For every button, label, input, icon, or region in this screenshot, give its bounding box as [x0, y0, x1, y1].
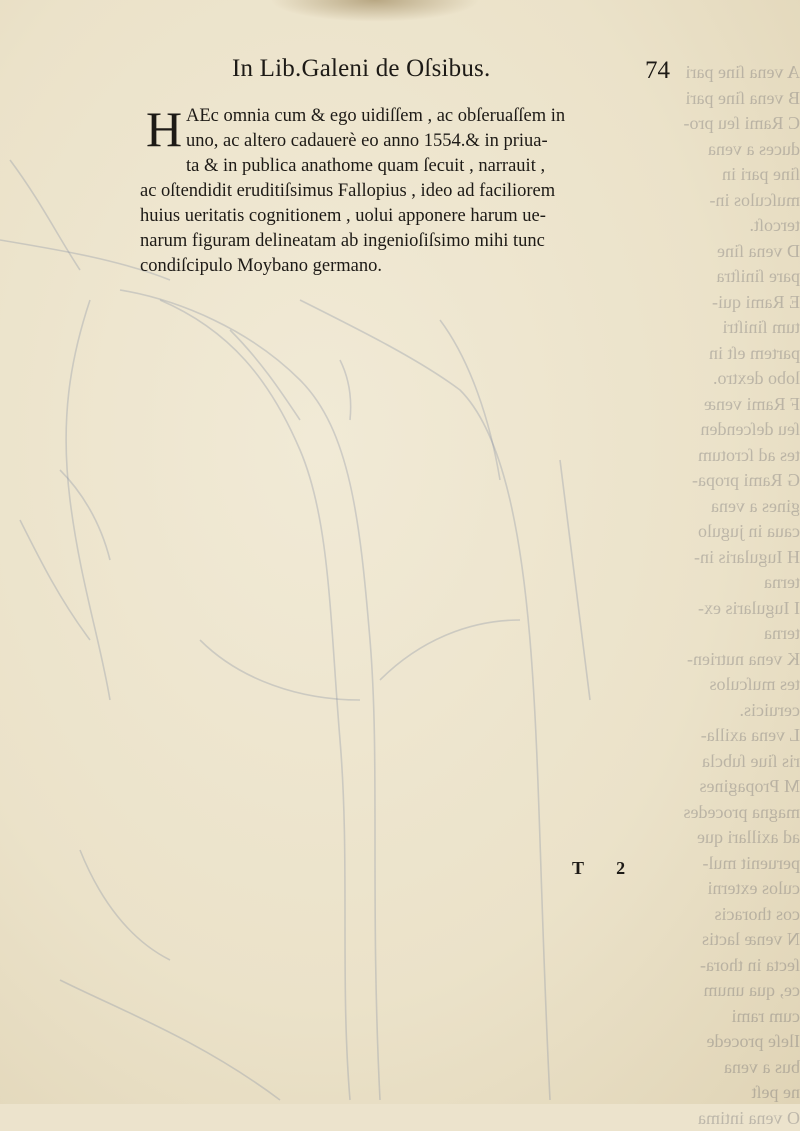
text-line: ta & in publica anathome quam ſecuit , narrauit , [186, 156, 546, 176]
drop-cap: H [146, 101, 183, 157]
main-paragraph [140, 101, 680, 279]
running-title: In Lib.Galeni de Oſsibus. [232, 55, 491, 82]
bleed-through-margin-text: A vena ſine pari B vena ſine pari C Rami ſeu pro- duces a vena ſine pari in muſculos in- tercoſt. D vena ſine pare ſiniſtra E Rami qui- tum ſiniſtri partem eſt in lobo dextro. F Rami venæ ſeu deſcenden tes ad ſcrotum G Rami propa- gines a vena caua in jugulo H Iugularis in- terna I Iugularis ex- terna K vena nutrien- tes muſculos ceruicis. L vena axilla- ris ſiue ſubcla M Propagines magna procedes ad axillari que peruenit mul- culos externi cos thoracis N venæ lactis ſecta in thora- ce, qua unum cum rami Ileſe procede bus a vena ne peſt O vena intima [683, 62, 800, 1128]
text-line: huius ueritatis cognitionem , uolui apponere harum ue- [140, 206, 546, 226]
page-header [0, 55, 800, 95]
text-line: condiſcipulo Moybano germano. [140, 256, 382, 276]
page-number: 74 [645, 57, 670, 84]
text-line: uno, ac altero cadauerè eo anno 1554.& in priua- [186, 131, 548, 151]
text-line: AEc omnia cum & ego uidiſſem , ac obſeruaſſem in [186, 106, 566, 126]
signature-mark: T 2 [572, 858, 640, 878]
text-line: narum figuram delineatam ab ingenioſiſsimo mihi tunc [140, 231, 545, 251]
text-line: ac oſtendidit eruditiſsimus Fallopius , ideo ad faciliorem [140, 181, 556, 201]
